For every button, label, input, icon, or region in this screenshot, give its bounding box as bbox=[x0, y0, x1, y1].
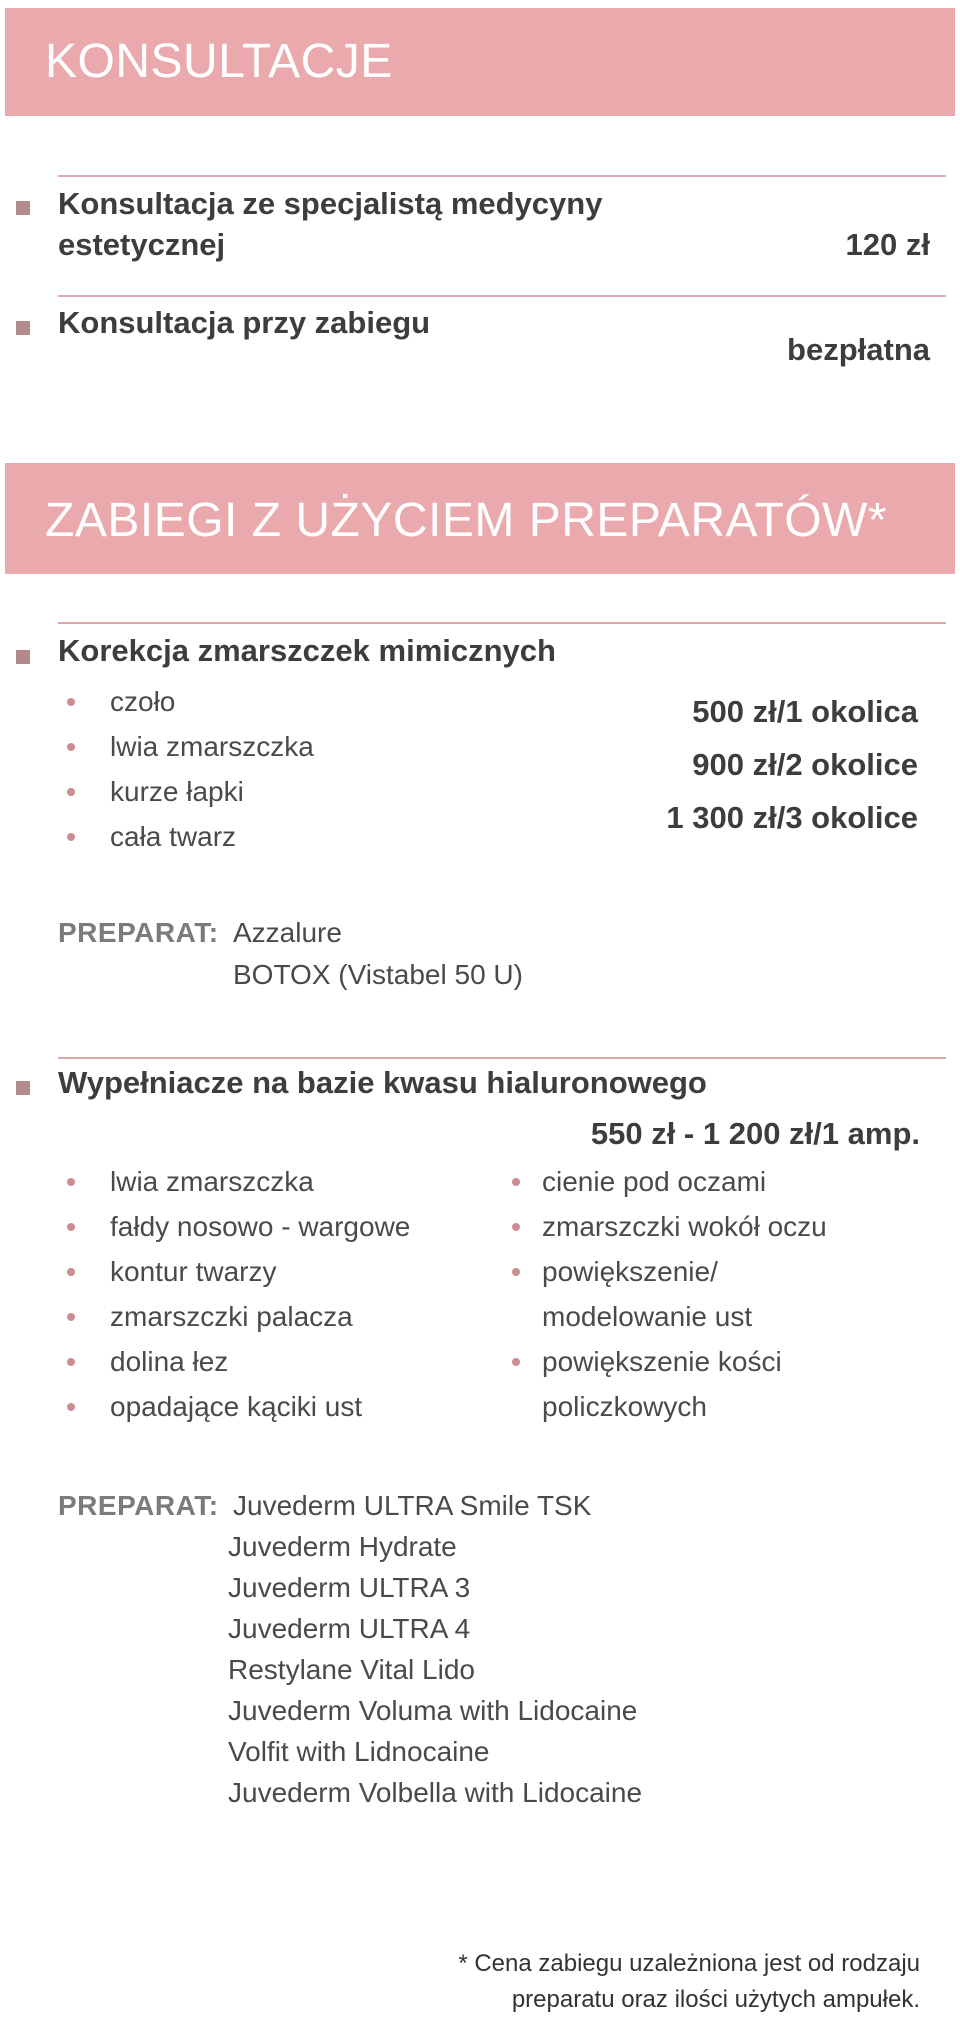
divider bbox=[58, 622, 946, 624]
footnote: * Cena zabiegu uzależniona jest od rodzaju bbox=[458, 1950, 920, 1977]
divider bbox=[58, 175, 946, 177]
preparat-item: Juvederm ULTRA 4 bbox=[228, 1613, 471, 1644]
area-item-cont: policzkowych bbox=[542, 1391, 707, 1422]
dot-bullet-icon bbox=[67, 1403, 75, 1411]
dot-bullet-icon bbox=[67, 698, 75, 706]
area-item: kurze łapki bbox=[110, 776, 244, 807]
item-price: 120 zł bbox=[845, 227, 930, 262]
dot-bullet-icon bbox=[512, 1223, 520, 1231]
item-price: 550 zł - 1 200 zł/1 amp. bbox=[590, 1116, 920, 1151]
preparat-item: Azzalure bbox=[233, 917, 342, 948]
section-banner-zabiegi bbox=[5, 463, 955, 574]
area-item: zmarszczki palacza bbox=[110, 1301, 353, 1332]
area-item: opadające kąciki ust bbox=[110, 1391, 363, 1422]
preparat-item: BOTOX (Vistabel 50 U) bbox=[233, 959, 523, 990]
dot-bullet-icon bbox=[512, 1358, 520, 1366]
dot-bullet-icon bbox=[512, 1178, 520, 1186]
area-item: lwia zmarszczka bbox=[110, 731, 314, 762]
area-item: kontur twarzy bbox=[110, 1256, 277, 1287]
divider bbox=[58, 295, 946, 297]
area-price: 500 zł/1 okolica bbox=[692, 694, 918, 729]
square-bullet-icon bbox=[16, 1081, 30, 1095]
dot-bullet-icon bbox=[67, 1178, 75, 1186]
square-bullet-icon bbox=[16, 201, 30, 215]
divider bbox=[58, 1057, 946, 1059]
area-item: fałdy nosowo - wargowe bbox=[110, 1211, 411, 1242]
item-title-cont: estetycznej bbox=[58, 227, 226, 262]
area-item: powiększenie/ bbox=[542, 1256, 718, 1287]
dot-bullet-icon bbox=[67, 833, 75, 841]
area-item: powiększenie kości bbox=[542, 1346, 782, 1377]
dot-bullet-icon bbox=[67, 1268, 75, 1276]
preparat-item: Juvederm Hydrate bbox=[228, 1531, 457, 1562]
item-title: Korekcja zmarszczek mimicznych bbox=[58, 633, 556, 668]
area-item-cont: modelowanie ust bbox=[542, 1301, 753, 1332]
preparat-item: Juvederm ULTRA Smile TSK bbox=[233, 1490, 592, 1521]
item-price: bezpłatna bbox=[787, 332, 930, 367]
dot-bullet-icon bbox=[67, 1313, 75, 1321]
area-item: lwia zmarszczka bbox=[110, 1166, 314, 1197]
dot-bullet-icon bbox=[67, 1358, 75, 1366]
preparat-item: Juvederm Voluma with Lidocaine bbox=[228, 1695, 638, 1726]
item-title: Konsultacja ze specjalistą medycyny bbox=[58, 186, 603, 221]
preparat-item: Volfit with Lidnocaine bbox=[228, 1736, 490, 1767]
dot-bullet-icon bbox=[67, 1223, 75, 1231]
section-heading: ZABIEGI Z UŻYCIEM PREPARATÓW* bbox=[45, 494, 888, 547]
preparat-item: Restylane Vital Lido bbox=[228, 1654, 475, 1685]
area-item: cienie pod oczami bbox=[542, 1166, 767, 1197]
dot-bullet-icon bbox=[67, 788, 75, 796]
area-price: 1 300 zł/3 okolice bbox=[666, 800, 918, 835]
preparat-item: Juvederm Volbella with Lidocaine bbox=[228, 1777, 643, 1808]
square-bullet-icon bbox=[16, 650, 30, 664]
preparat-label: PREPARAT: bbox=[58, 917, 219, 948]
preparat-label: PREPARAT: bbox=[58, 1490, 219, 1521]
item-title: Konsultacja przy zabiegu bbox=[58, 305, 431, 340]
square-bullet-icon bbox=[16, 321, 30, 335]
dot-bullet-icon bbox=[512, 1268, 520, 1276]
area-item: cała twarz bbox=[110, 821, 237, 852]
dot-bullet-icon bbox=[67, 743, 75, 751]
item-title: Wypełniacze na bazie kwasu hialuronowego bbox=[58, 1065, 707, 1100]
section-heading: KONSULTACJE bbox=[45, 35, 393, 88]
area-item: czoło bbox=[110, 686, 176, 717]
footnote-cont: preparatu oraz ilości użytych ampułek. bbox=[511, 1986, 920, 2013]
section-banner-konsultacje bbox=[5, 8, 955, 116]
area-item: dolina łez bbox=[110, 1346, 229, 1377]
preparat-item: Juvederm ULTRA 3 bbox=[228, 1572, 471, 1603]
area-price: 900 zł/2 okolice bbox=[692, 747, 918, 782]
area-item: zmarszczki wokół oczu bbox=[542, 1211, 827, 1242]
